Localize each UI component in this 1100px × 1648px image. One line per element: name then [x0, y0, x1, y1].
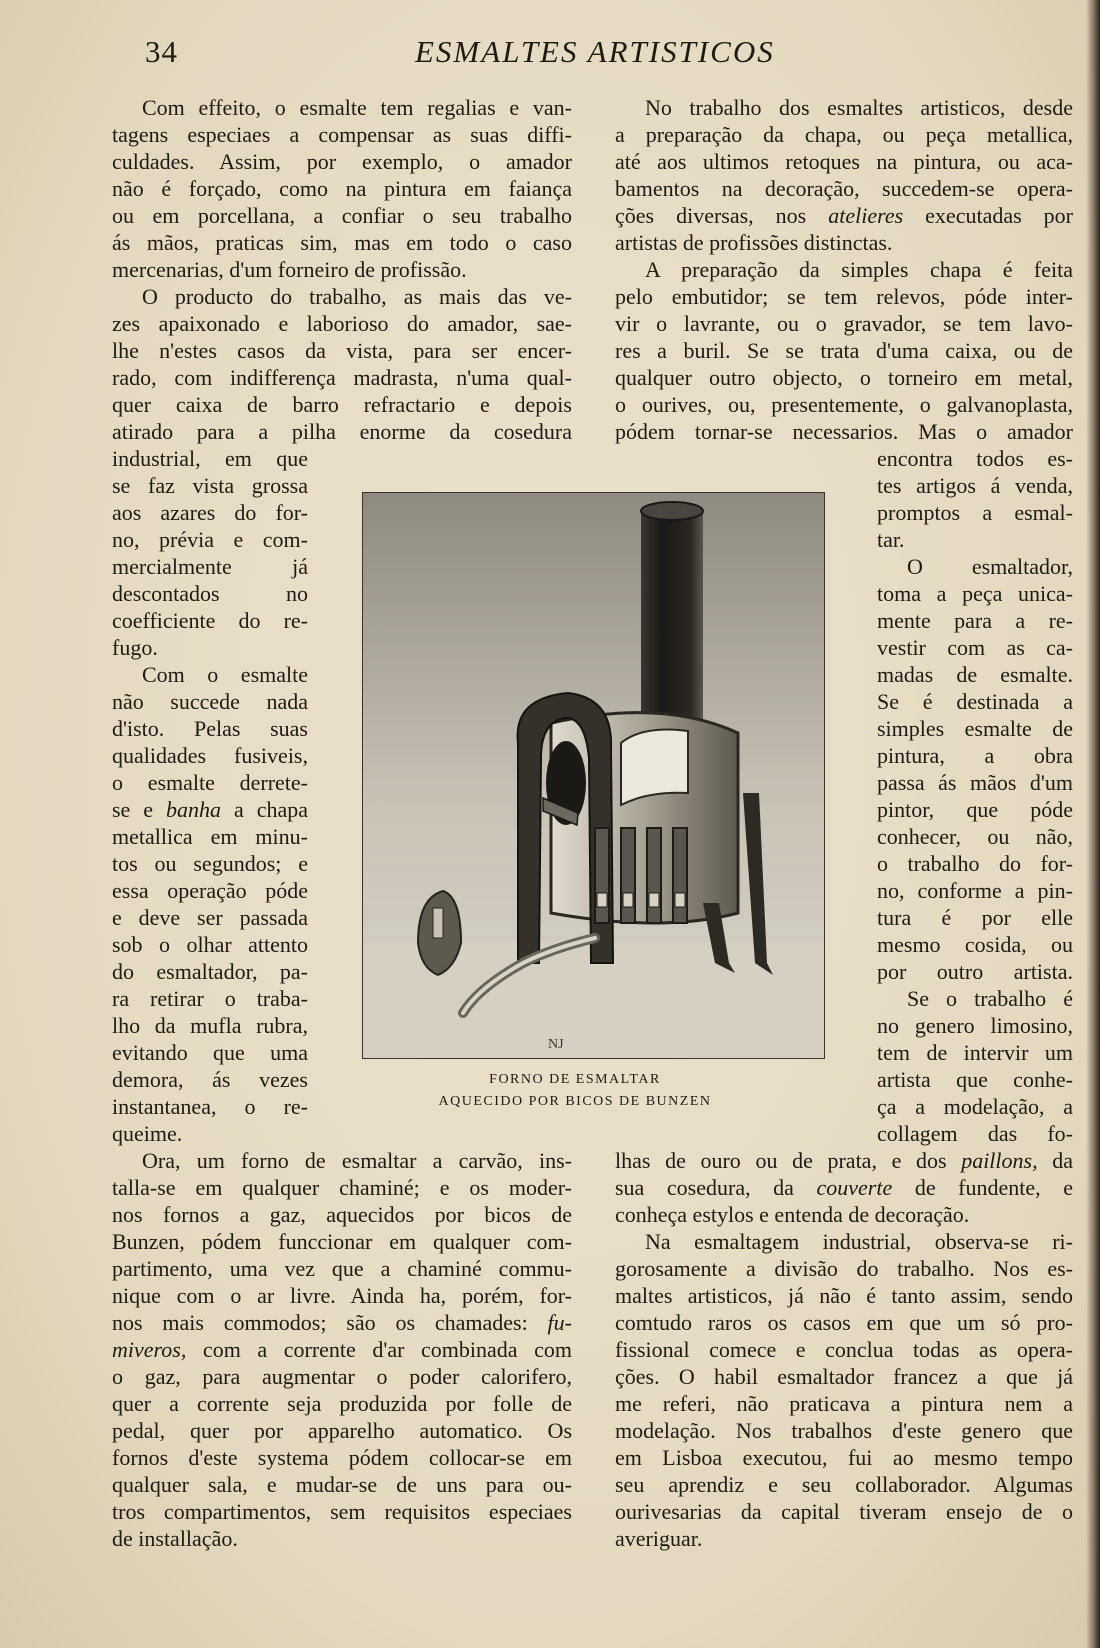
italic-word: couverte: [816, 1175, 893, 1200]
left-column-line: se e banha a chapa: [112, 797, 308, 822]
right-column-line: tura é por elle: [877, 905, 1073, 930]
left-column-line: zes apaixonado e laborioso do amador, sae-: [112, 311, 572, 336]
left-column-line: quer a corrente seja produzida por folle de: [112, 1391, 572, 1416]
left-column-line: metallica em minu-: [112, 824, 308, 849]
right-column-line: collagem das fo-: [877, 1121, 1073, 1146]
left-column-line: industrial, em que: [112, 446, 308, 471]
italic-word: fu-: [547, 1310, 572, 1335]
page-edge-shadow: [1086, 0, 1100, 1648]
left-column-line: lho da mufla rubra,: [112, 1013, 308, 1038]
left-column-line: tos ou segundos; e: [112, 851, 308, 876]
left-column-line: no, prévia e com-: [112, 527, 308, 552]
left-column-line: se faz vista grossa: [112, 473, 308, 498]
left-column-line: qualidades fusiveis,: [112, 743, 308, 768]
right-column-line: promptos a esmal-: [877, 500, 1073, 525]
left-column-line: nique com o ar livre. Ainda ha, porém, for-: [112, 1283, 572, 1308]
right-column-line: pelo embutidor; se tem relevos, póde inter-: [615, 284, 1073, 309]
left-column-line: lhe n'estes casos da vista, para ser encer-: [112, 338, 572, 363]
italic-word: paillons,: [961, 1148, 1038, 1173]
left-column-line: ou em porcellana, a confiar o seu trabalho: [112, 203, 572, 228]
right-column-line: simples esmalte de: [877, 716, 1073, 741]
left-column-line: ás mãos, praticas sim, mas em todo o caso: [112, 230, 572, 255]
right-column-line: ourivesarias da capital tiveram ensejo de o: [615, 1499, 1073, 1524]
right-column-line: mesmo cosida, ou: [877, 932, 1073, 957]
right-column-line: qualquer outro objecto, o torneiro em metal,: [615, 365, 1073, 390]
right-column-line: em Lisboa executou, fui ao mesmo tempo: [615, 1445, 1073, 1470]
right-column-line: No trabalho dos esmaltes artisticos, desde: [645, 95, 1073, 120]
left-column-line: culdades. Assim, por exemplo, o amador: [112, 149, 572, 174]
left-column-line: nos mais commodos; são os chamades: fu-: [112, 1310, 572, 1335]
right-column-line: Se é destinada a: [877, 689, 1073, 714]
right-column-line: res a buril. Se se trata d'uma caixa, ou de: [615, 338, 1073, 363]
right-column-line: gorosamente a divisão do trabalho. Nos es-: [615, 1256, 1073, 1281]
right-column-line: mente para a re-: [877, 608, 1073, 633]
right-column-line: fissional comece e conclua todas as opera-: [615, 1337, 1073, 1362]
right-column-line: a preparação da chapa, ou peça metallica,: [615, 122, 1073, 147]
right-column-line: maltes artisticos, já não é tanto assim, sendo: [615, 1283, 1073, 1308]
right-column-line: O esmaltador,: [907, 554, 1073, 579]
figure-caption-line-1: FORNO DE ESMALTAR: [489, 1072, 661, 1087]
right-column-line: até aos ultimos retoques na pintura, ou aca-: [615, 149, 1073, 174]
italic-word: banha: [166, 797, 222, 822]
running-title: ESMALTES ARTISTICOS: [415, 34, 775, 69]
left-column-line: aos azares do for-: [112, 500, 308, 525]
left-column-line: fugo.: [112, 635, 158, 660]
italic-word: miveros,: [112, 1337, 187, 1362]
right-column-line: comtudo raros os casos em que um só pro-: [615, 1310, 1073, 1335]
right-column-line: conheça estylos e entenda de decoração.: [615, 1202, 970, 1227]
right-column-line: tem de intervir um: [877, 1040, 1073, 1065]
left-column-line: quer caixa de barro refractario e depois: [112, 392, 572, 417]
left-column-line: ra retirar o traba-: [112, 986, 308, 1011]
right-column-line: A preparação da simples chapa é feita: [645, 257, 1073, 282]
right-column-line: me referi, não praticava a pintura nem a: [615, 1391, 1073, 1416]
right-column-line: ções. O habil esmaltador francez a que já: [615, 1364, 1073, 1389]
left-column-line: Com effeito, o esmalte tem regalias e van-: [142, 95, 572, 120]
left-column-line: evitando que uma: [112, 1040, 308, 1065]
right-column-line: o ourives, ou, presentemente, o galvanoplasta,: [615, 392, 1073, 417]
left-column-line: e deve ser passada: [112, 905, 308, 930]
left-column-line: sob o olhar attento: [112, 932, 308, 957]
furnace-illustration: [362, 492, 825, 1059]
right-column-line: encontra todos es-: [877, 446, 1073, 471]
right-column-line: vestir com as ca-: [877, 635, 1073, 660]
left-column-line: não succede nada: [112, 689, 308, 714]
left-column-line: tros compartimentos, sem requisitos especiaes: [112, 1499, 572, 1524]
right-column-line: no genero limosino,: [877, 1013, 1073, 1038]
left-column-line: d'isto. Pelas suas: [112, 716, 308, 741]
left-column-line: de installação.: [112, 1526, 238, 1551]
left-column-line: coefficiente do re-: [112, 608, 308, 633]
right-column-line: lhas de ouro ou de prata, e dos paillons, da: [615, 1148, 1073, 1173]
left-column-line: Com o esmalte: [142, 662, 308, 687]
right-column-line: modelação. Nos trabalhos d'este genero que: [615, 1418, 1073, 1443]
left-column-line: partimento, uma vez que a chaminé commu-: [112, 1256, 572, 1281]
left-column-line: nos fornos a gaz, aquecidos por bicos de: [112, 1202, 572, 1227]
right-column-line: seu aprendiz e seu collaborador. Algumas: [615, 1472, 1073, 1497]
right-column-line: sua cosedura, da couverte de fundente, e: [615, 1175, 1073, 1200]
right-column-line: conhecer, ou não,: [877, 824, 1073, 849]
artist-signature: NJ: [548, 1037, 564, 1052]
left-column-line: O producto do trabalho, as mais das ve-: [142, 284, 572, 309]
left-column-line: instantanea, o re-: [112, 1094, 308, 1119]
right-column-line: tes artigos á venda,: [877, 473, 1073, 498]
right-column-line: tar.: [877, 527, 905, 552]
left-column-line: pedal, quer por apparelho automatico. Os: [112, 1418, 572, 1443]
left-column-line: Ora, um forno de esmaltar a carvão, ins-: [142, 1148, 572, 1173]
left-column-line: rado, com indifferença madrasta, n'uma qual-: [112, 365, 572, 390]
right-column-line: bamentos na decoração, succedem-se opera-: [615, 176, 1073, 201]
left-column-line: mercialmente já: [112, 554, 308, 579]
right-column-line: o trabalho do for-: [877, 851, 1073, 876]
right-column-line: pintor, que póde: [877, 797, 1073, 822]
right-column-line: por outro artista.: [877, 959, 1073, 984]
left-column-line: talla-se em qualquer chaminé; e os moder-: [112, 1175, 572, 1200]
right-column-line: madas de esmalte.: [877, 662, 1073, 687]
left-column-line: miveros, com a corrente d'ar combinada com: [112, 1337, 572, 1362]
left-column-line: do esmaltador, pa-: [112, 959, 308, 984]
left-column-line: fornos d'este systema pódem collocar-se em: [112, 1445, 572, 1470]
right-column-line: Se o trabalho é: [907, 986, 1073, 1011]
right-column-line: averiguar.: [615, 1526, 703, 1551]
right-column-line: ça a modelação, a: [877, 1094, 1073, 1119]
right-column-line: vir o lavrante, ou o gravador, se tem lavo-: [615, 311, 1073, 336]
right-column-line: artista que conhe-: [877, 1067, 1073, 1092]
right-column-line: toma a peça unica-: [877, 581, 1073, 606]
left-column-line: essa operação póde: [112, 878, 308, 903]
left-column-line: tagens especiaes a compensar as suas diffi-: [112, 122, 572, 147]
chimney-pipe: [641, 511, 703, 743]
figure-caption-line-2: AQUECIDO POR BICOS DE BUNZEN: [438, 1094, 712, 1109]
right-column-line: pódem tornar-se necessarios. Mas o amador: [615, 419, 1073, 444]
right-column-line: pintura, a obra: [877, 743, 1073, 768]
right-column-line: artistas de profissões distinctas.: [615, 230, 893, 255]
right-column-line: ções diversas, nos atelieres executadas por: [615, 203, 1073, 228]
right-column-line: passa ás mãos d'um: [877, 770, 1073, 795]
right-column-line: Na esmaltagem industrial, observa-se ri-: [645, 1229, 1073, 1254]
left-column-line: demora, ás vezes: [112, 1067, 308, 1092]
italic-word: atelieres: [828, 203, 904, 228]
left-column-line: qualquer sala, e mudar-se de uns para ou-: [112, 1472, 572, 1497]
left-column-line: não é forçado, como na pintura em faiança: [112, 176, 572, 201]
right-column-line: no, conforme a pin-: [877, 878, 1073, 903]
left-column-line: queime.: [112, 1121, 183, 1146]
left-column-line: descontados no: [112, 581, 308, 606]
left-column-line: atirado para a pilha enorme da cosedura: [112, 419, 572, 444]
left-column-line: Bunzen, pódem funccionar em qualquer com-: [112, 1229, 572, 1254]
left-column-line: o esmalte derrete-: [112, 770, 308, 795]
enameling-furnace-drawing: [363, 493, 824, 1058]
left-column-line: o gaz, para augmentar o poder calorifero,: [112, 1364, 572, 1389]
left-column-line: mercenarias, d'um forneiro de profissão.: [112, 257, 467, 282]
page-number: 34: [145, 34, 178, 69]
